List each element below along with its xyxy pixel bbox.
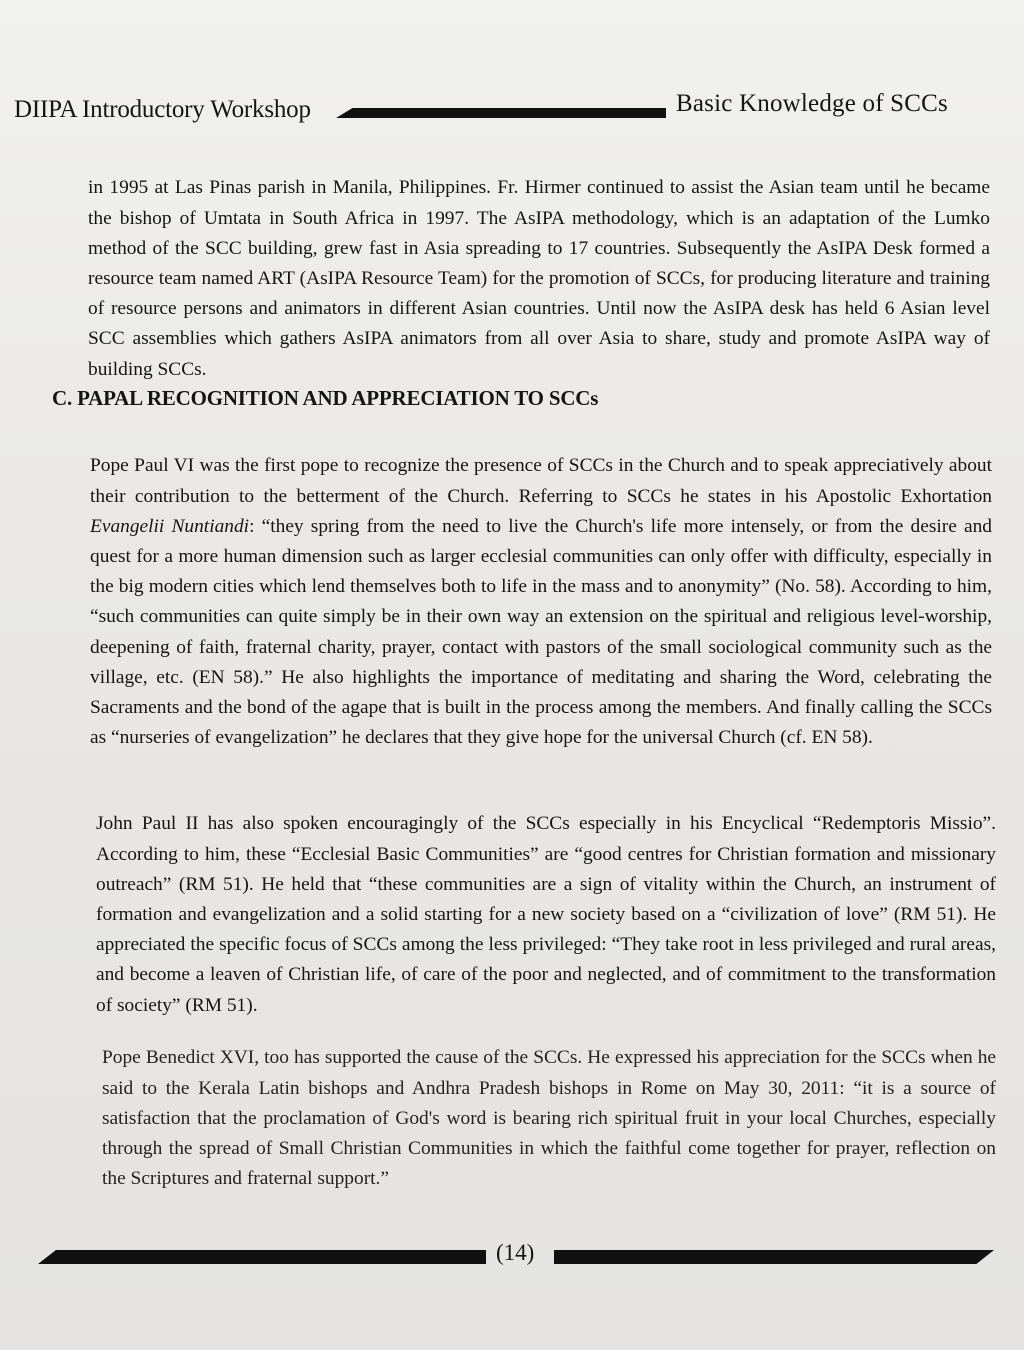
paragraph-asipa-history: in 1995 at Las Pinas parish in Manila, Philippines. Fr. Hirmer continued to assist the Asian team until he became the bishop of Umtata in South Africa in 1997. The AsIPA methodology, which is an adaptation of the Lumko method of the SCC building, grew fast in Asia spreading to 17 countries. Subsequently the AsIPA Desk formed a resource team named ART (AsIPA Resource Team) for the promotion of SCCs, for producing literature and training of resource persons and animators in different Asian countries. Until now the AsIPA desk has held 6 Asian level SCC assemblies which gathers AsIPA animators from all over Asia to share, study and promote AsIPA way of building SCCs. (88, 177, 990, 380)
paragraph-paul-vi-italic-title: Evangelii Nuntiandi (90, 515, 250, 537)
paragraph-paul-vi-text-2: : “they spring from the need to live the Church's life more intensely, or from the desire and quest for a more human dimension such as larger ecclesial communities can only offer with difficulty, especially in the big modern cities which lend themselves both to life in the mass and to anonymity” (No. 58). According to him, “such communities can quite simply be in their own way an extension on the spiritual and religious level-worship, deepening of faith, fraternal charity, prayer, contact with pastors of the small sociological community such as the village, etc. (EN 58).” He also highlights the importance of meditating and sharing the Word, celebrating the Sacraments and the bond of the agape that is built in the process among the members. And finally calling the SCCs as “nurseries of evangelization” he declares that they give hope for the universal Church (cf. EN 58). (90, 515, 992, 749)
header-left-title: DIIPA Introductory Workshop (14, 96, 311, 123)
page-number: (14) (496, 1240, 535, 1265)
header-divider-bar (336, 108, 666, 118)
paragraph-paul-vi-text-1: Pope Paul VI was the first pope to recognize the presence of SCCs in the Church and to speak appreciatively about their contribution to the betterment of the Church. Referring to SCCs he states in his Apostolic Exhortation (90, 455, 992, 507)
paragraph-paul-vi (90, 451, 992, 753)
page-header (14, 90, 1004, 130)
footer-divider-bar-right (554, 1250, 994, 1264)
page-footer (38, 1240, 994, 1274)
paragraph-benedict-xvi: Pope Benedict XVI, too has supported the cause of the SCCs. He expressed his appreciation for the SCCs when he said to the Kerala Latin bishops and Andhra Pradesh bishops in Rome on May 30, 2011: “it is a source of satisfaction that the proclamation of God's word is bearing rich spiritual fruit in your local Churches, especially through the spread of Small Christian Communities in which the faithful come together for prayer, reflection on the Scriptures and fraternal support.” (102, 1047, 996, 1190)
footer-divider-bar-left (38, 1250, 486, 1264)
header-right-title: Basic Knowledge of SCCs (676, 90, 948, 117)
section-heading: C. PAPAL RECOGNITION AND APPRECIATION TO SCCs (52, 386, 599, 410)
paragraph-john-paul-ii: John Paul II has also spoken encouragingly of the SCCs especially in his Encyclical “Redemptoris Missio”. According to him, these “Ecclesial Basic Communities” are “good centres for Christian formation and missionary outreach” (RM 51). He held that “these communities are a sign of vitality within the Church, an instrument of formation and evangelization and a solid starting for a new society based on a “civilization of love” (RM 51). He appreciated the specific focus of SCCs among the less privileged: “They take root in less privileged and rural areas, and become a leaven of Christian life, of care of the poor and neglected, and of commitment to the transformation of society” (RM 51). (96, 813, 996, 1016)
